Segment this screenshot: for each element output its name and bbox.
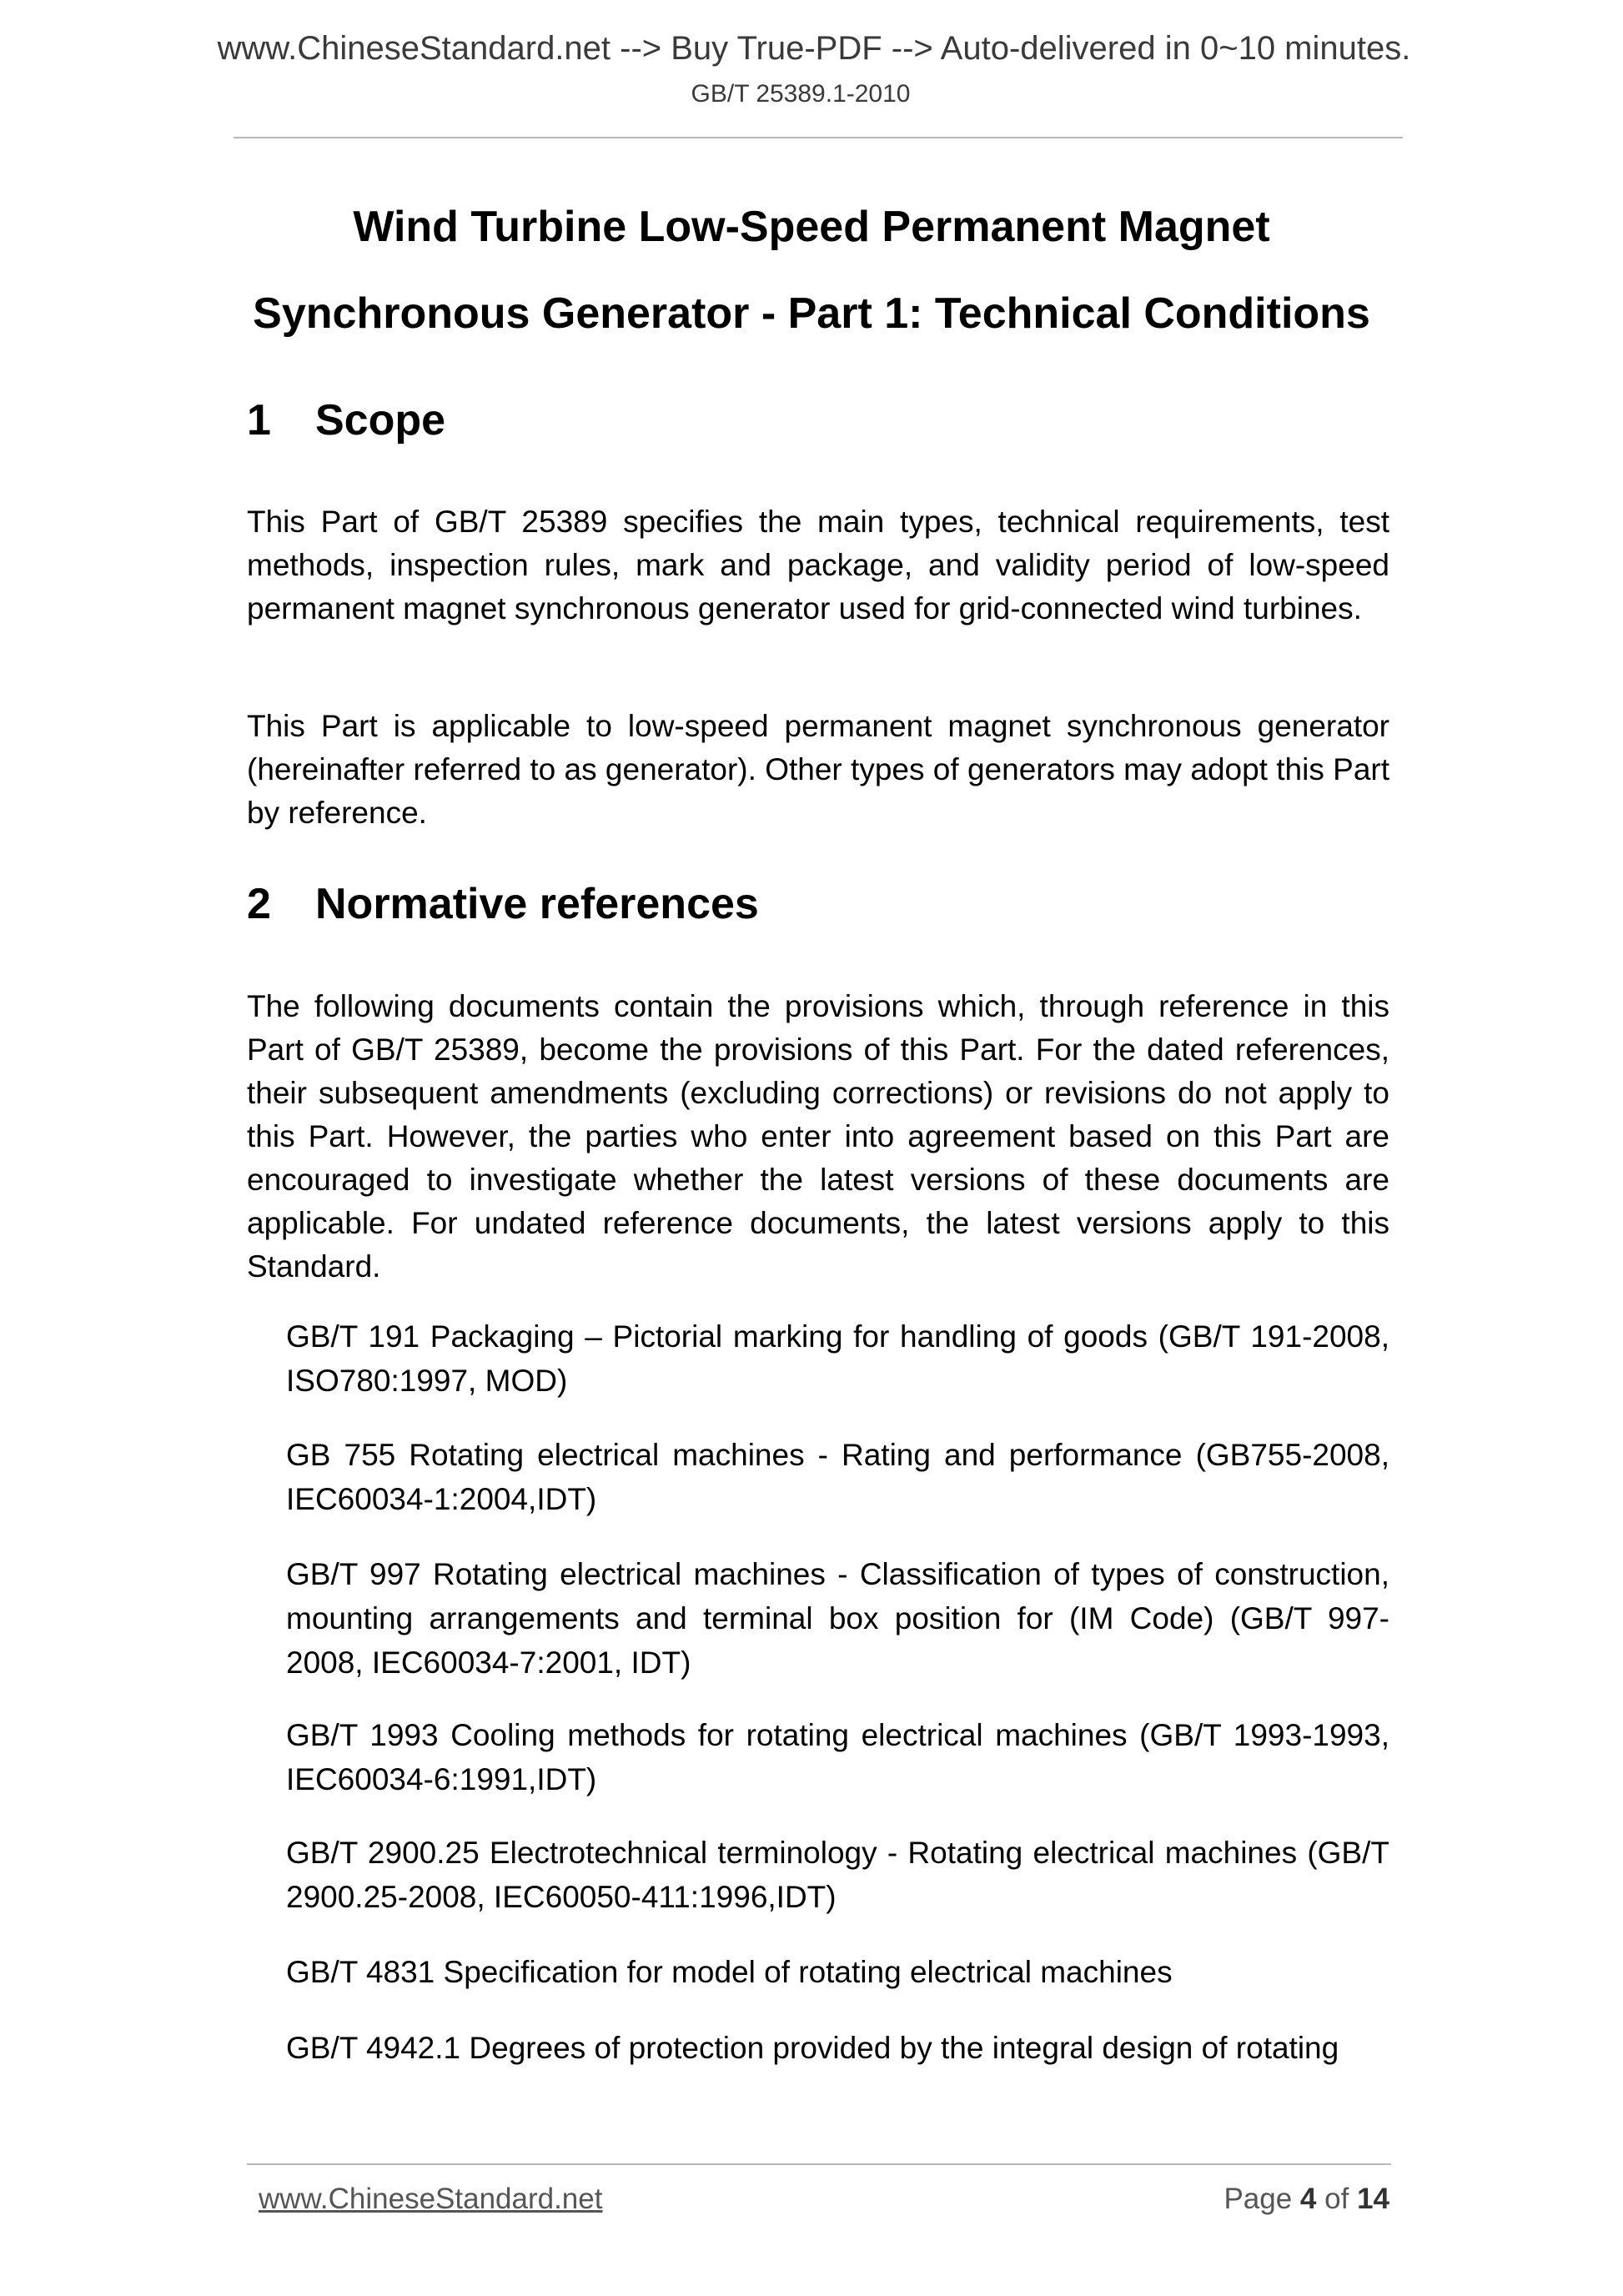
- header-banner-link[interactable]: www.ChineseStandard.net --> Buy True-PDF --> Auto-delivered in 0~10 minutes.: [217, 30, 1411, 67]
- document-title-line-1: Wind Turbine Low-Speed Permanent Magnet: [353, 203, 1270, 251]
- page-number: Page 4 of 14: [1224, 2183, 1389, 2215]
- section-number: 2: [247, 880, 271, 928]
- reference-item: GB/T 4942.1 Degrees of protection provided by the integral design of rotating: [286, 2031, 1339, 2065]
- header-divider: [234, 137, 1403, 138]
- reference-item: GB/T 2900.25 Electrotechnical terminology - Rotating electrical machines (GB/T 2900.25-2008, IEC60050-411:1996,IDT): [286, 1836, 1389, 1914]
- current-page: 4: [1299, 2183, 1317, 2215]
- section-number: 1: [247, 396, 271, 445]
- reference-item: GB/T 191 Packaging – Pictorial marking for handling of goods (GB/T 191-2008, ISO780:1997, MOD): [286, 1319, 1389, 1398]
- normative-references-paragraph: The following documents contain the provisions which, through reference in this Part of GB/T 25389, become the provisions of this Part. For the dated references, their subsequent amendments (excluding corrections) or revisions do not apply to this Part. However, the parties who enter into agreement based on this Part are encouraged to investigate whether the latest versions of these documents are applicable. For undated reference documents, the latest versions apply to this Standard.: [247, 989, 1389, 1284]
- header-standard-code: GB/T 25389.1-2010: [691, 80, 911, 108]
- reference-item: GB/T 4831 Specification for model of rotating electrical machines: [286, 1955, 1173, 1989]
- scope-paragraph-1: This Part of GB/T 25389 specifies the main types, technical requirements, test methods, inspection rules, mark and package, and validity period of low-speed permanent magnet synchronous generator used for grid-connected wind turbines.: [247, 505, 1389, 625]
- scope-paragraph-2: This Part is applicable to low-speed permanent magnet synchronous generator (hereinafter referred to as generator). Other types of generators may adopt this Part by reference.: [247, 709, 1389, 830]
- reference-item: GB 755 Rotating electrical machines - Rating and performance (GB755-2008, IEC60034-1:2004,IDT): [286, 1438, 1389, 1516]
- document-title-line-2: Synchronous Generator - Part 1: Technical Conditions: [253, 289, 1370, 338]
- section-heading-normative-references: [247, 879, 759, 929]
- section-heading-scope: [247, 395, 445, 445]
- total-pages: 14: [1357, 2183, 1389, 2215]
- reference-item: GB/T 1993 Cooling methods for rotating electrical machines (GB/T 1993-1993, IEC60034-6:1991,IDT): [286, 1718, 1389, 1796]
- footer-divider: [247, 2163, 1391, 2165]
- footer-site-link[interactable]: www.ChineseStandard.net: [259, 2183, 603, 2215]
- section-title: Normative references: [315, 880, 759, 928]
- document-title: [200, 183, 1423, 357]
- reference-item: GB/T 997 Rotating electrical machines - Classification of types of construction, mounting arrangements and terminal box position for (IM Code) (GB/T 997-2008, IEC60034-7:2001, IDT): [286, 1557, 1389, 1680]
- section-title: Scope: [315, 396, 446, 445]
